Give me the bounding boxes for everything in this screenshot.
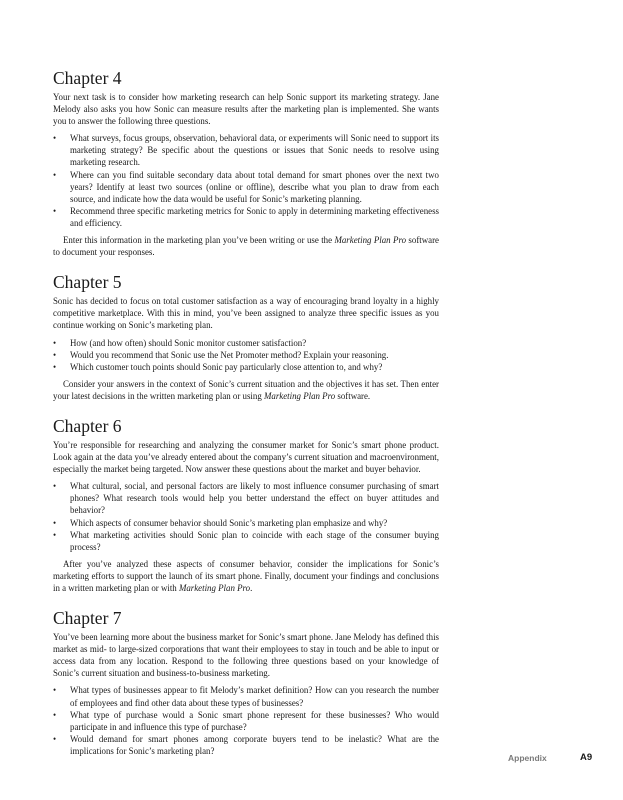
list-item-text: Would you recommend that Sonic use the Net Promoter method? Explain your reasoning. <box>70 349 389 360</box>
list-item <box>53 684 439 708</box>
chapter-closing <box>53 234 439 258</box>
list-item <box>53 517 439 529</box>
list-item <box>53 337 439 349</box>
chapter-intro: Sonic has decided to focus on total customer satisfaction as a way of encouraging brand loyalty in a highly competitive marketplace. With this in mind, you’ve been assigned to analyze three specific issues as you continue working on Sonic’s marketing plan. <box>53 296 439 331</box>
chapter-6-section <box>53 416 439 594</box>
running-footer-section: Appendix <box>508 753 547 763</box>
chapter-intro: You’re responsible for researching and analyzing the consumer market for Sonic’s smart phone product. Look again at the data you’ve already entered about the company’s current situation and macroenvironment, especially the market being targeted. Now answer these questions about the market and buyer behavior. <box>53 439 439 475</box>
list-item-text: Recommend three specific marketing metrics for Sonic to apply in determining marketing effectiveness and efficiency. <box>70 205 439 228</box>
chapter-title: Chapter 5 <box>53 272 122 293</box>
list-item-text: Which customer touch points should Sonic pay particularly close attention to, and why? <box>70 361 383 372</box>
question-list <box>53 480 439 553</box>
list-item-text: What type of purchase would a Sonic smart phone represent for these businesses? Who would participate in and influence this type of purchase? <box>70 709 439 732</box>
page-footer <box>0 752 623 766</box>
software-name: Marketing Plan Pro <box>178 583 251 593</box>
bullet-icon: • <box>53 481 57 492</box>
chapter-title: Chapter 6 <box>53 415 122 436</box>
page-number: A9 <box>580 752 593 763</box>
software-name: Marketing Plan Pro <box>334 235 407 246</box>
chapter-title: Chapter 4 <box>53 68 122 88</box>
bullet-icon: • <box>53 349 57 360</box>
list-item-text: How (and how often) should Sonic monitor customer satisfaction? <box>70 337 307 348</box>
chapter-title: Chapter 7 <box>53 608 122 629</box>
bullet-icon: • <box>53 169 57 180</box>
list-item-text: What types of businesses appear to fit Melody’s market definition? How can you research the number of employees and find other data about these types of businesses? <box>70 685 439 708</box>
list-item <box>53 529 439 553</box>
bullet-icon: • <box>53 733 57 744</box>
list-item <box>53 349 439 361</box>
question-list <box>53 337 439 373</box>
closing-text: Consider your answers in the context of Sonic’s current situation and the objectives it has set. Then enter your latest decisions in the written marketing plan or using <box>53 378 439 401</box>
closing-text: software to document your responses. <box>53 235 439 258</box>
list-item <box>53 361 439 373</box>
bullet-icon: • <box>53 517 57 528</box>
software-name: Marketing Plan Pro <box>264 390 336 401</box>
bullet-icon: • <box>53 529 57 540</box>
chapter-4-section <box>53 68 439 258</box>
list-item-text: Which aspects of consumer behavior should Sonic’s marketing plan emphasize and why? <box>70 517 388 528</box>
chapter-intro: You’ve been learning more about the business market for Sonic’s smart phone. Jane Melody has defined this market as mid- to large-sized corporations that want their employees to stay in touch and be able to input or access data from any location. Respond to the following three questions based on your knowledge of Sonic’s current situation and business-to-business marketing. <box>53 632 439 679</box>
chapter-closing <box>53 378 439 402</box>
question-list <box>53 132 439 229</box>
bullet-icon: • <box>53 685 57 696</box>
bullet-icon: • <box>53 361 57 372</box>
bullet-icon: • <box>53 205 57 216</box>
bullet-icon: • <box>53 133 57 144</box>
closing-text: software. <box>335 390 371 401</box>
list-item <box>53 169 439 205</box>
chapter-5-section <box>53 272 439 402</box>
list-item-text: What marketing activities should Sonic plan to coincide with each stage of the consumer buying process? <box>70 529 439 552</box>
closing-text: Enter this information in the marketing plan you’ve been writing or use the <box>63 235 335 246</box>
list-item-text: Would demand for smart phones among corporate buyers tend to be inelastic? What are the implications for Sonic’s marketing plan? <box>70 733 439 756</box>
closing-text: . <box>250 583 253 593</box>
chapter-closing <box>53 558 439 594</box>
list-item <box>53 132 439 168</box>
chapter-7-section <box>53 608 439 757</box>
bullet-icon: • <box>53 709 57 720</box>
bullet-icon: • <box>53 337 57 348</box>
list-item <box>53 709 439 733</box>
page-body <box>53 68 439 771</box>
list-item-text: What cultural, social, and personal factors are likely to most influence consumer purchasing of smart phones? What research tools would help you better understand the effect on buyer attitudes and behavior? <box>70 481 439 516</box>
list-item <box>53 205 439 229</box>
chapter-intro: Your next task is to consider how marketing research can help Sonic support its marketing strategy. Jane Melody also asks you how Sonic can measure results after the marketing plan is implemented. She wants you to answer the following three questions. <box>53 92 439 127</box>
question-list <box>53 684 439 757</box>
list-item-text: Where can you find suitable secondary data about total demand for smart phones over the next two years? Identify at least two sources (online or offline), describe what you plan to draw from each source, and indicate how the data would be useful for Sonic’s marketing planning. <box>70 169 439 204</box>
closing-text: After you’ve analyzed these aspects of consumer behavior, consider the implications for Sonic’s marketing efforts to support the launch of its smart phone. Finally, document your findings and conclusions in a written marketing plan or with <box>53 558 439 593</box>
list-item <box>53 480 439 516</box>
list-item-text: What surveys, focus groups, observation, behavioral data, or experiments will Sonic need to support its marketing strategy? Be specific about the questions or issues that Sonic needs to resolve using marketing research. <box>70 133 439 168</box>
